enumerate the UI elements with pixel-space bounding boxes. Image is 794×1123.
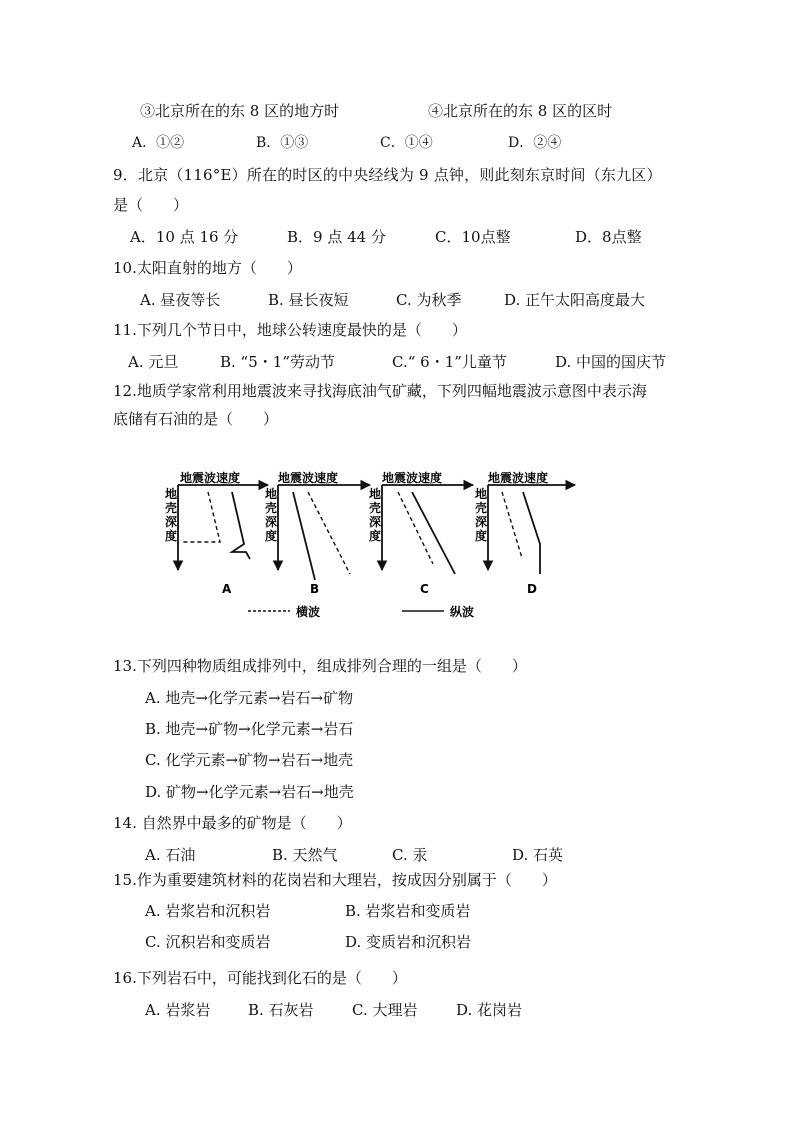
q13-option-b: B. 地壳→矿物→化学元素→岩石 [145, 720, 354, 738]
q9-option-c: C．10点整 [435, 228, 511, 246]
q9-option-a: A．10 点 16 分 [130, 228, 239, 246]
q16-option-c: C. 大理岩 [352, 1001, 418, 1019]
q13-option-c: C. 化学元素→矿物→岩石→地壳 [145, 751, 354, 769]
panel-b [265, 470, 370, 596]
q9-stem-cont: 是（ ） [113, 196, 189, 214]
y-axis-label-char: 地 [265, 487, 278, 501]
q8-option-c: C．①④ [380, 135, 433, 151]
panel-d [475, 470, 575, 596]
q16-option-b: B. 石灰岩 [248, 1001, 314, 1019]
s-wave-line [308, 492, 350, 574]
y-axis-label-char: 壳 [265, 501, 278, 515]
q13-option-d: D. 矿物→化学元素→岩石→地壳 [145, 783, 354, 801]
legend-p-wave: 纵波 [450, 605, 475, 619]
q11-stem: 11.下列几个节日中，地球公转速度最快的是（ ） [113, 321, 467, 339]
q10-option-d: D. 正午太阳高度最大 [504, 291, 646, 309]
q9-stem: 9．北京（116°E）所在的时区的中央经线为 9 点钟，则此刻东京时间（东九区） [113, 166, 662, 184]
q8-option-b: B．①③ [256, 135, 309, 151]
y-axis-label-char: 壳 [475, 501, 488, 515]
y-axis-label-char: 度 [475, 529, 488, 543]
panel-label-c: C [420, 582, 429, 596]
q8-item-3: ③北京所在的东 8 区的地方时 [140, 102, 340, 120]
x-axis-label: 地震波速度 [180, 471, 241, 485]
q8-option-d: D．②④ [508, 135, 562, 151]
q15-option-d: D. 变质岩和沉积岩 [345, 933, 472, 951]
y-axis-label-char: 深 [165, 515, 178, 529]
q13-stem: 13.下列四种物质组成排列中，组成排列合理的一组是（ ） [113, 657, 527, 675]
q14-option-d: D. 石英 [512, 846, 564, 864]
y-axis-label-char: 地 [165, 487, 178, 501]
y-axis-label-char: 度 [369, 529, 382, 543]
p-wave-line [523, 492, 540, 574]
x-axis-label: 地震波速度 [382, 471, 443, 485]
y-axis-label-char: 深 [369, 515, 382, 529]
q12-stem-cont: 底储有石油的是（ ） [113, 410, 279, 428]
panel-c [369, 470, 473, 596]
legend-s-wave: 横波 [296, 605, 321, 619]
y-axis-label-char: 度 [165, 529, 178, 543]
y-axis-label-char: 地 [369, 487, 382, 501]
q10-stem: 10.太阳直射的地方（ ） [113, 259, 302, 277]
p-wave-line [232, 492, 250, 559]
q16-option-a: A. 岩浆岩 [145, 1001, 211, 1019]
q15-stem: 15.作为重要建筑材料的花岗岩和大理岩，按成因分别属于（ ） [113, 871, 557, 889]
q16-stem: 16.下列岩石中，可能找到化石的是（ ） [113, 969, 407, 987]
q11-option-c: C.“ 6・1”儿童节 [392, 353, 507, 371]
q13-option-a: A. 地壳→化学元素→岩石→矿物 [145, 689, 354, 707]
q9-option-b: B．9 点 44 分 [287, 228, 386, 246]
panel-label-b: B [310, 582, 320, 596]
q14-option-b: B. 天然气 [272, 846, 338, 864]
s-wave-line [502, 492, 522, 558]
q15-option-a: A. 岩浆岩和沉积岩 [145, 902, 271, 920]
q16-option-d: D. 花岗岩 [456, 1001, 523, 1019]
y-axis-label-char: 壳 [165, 501, 178, 515]
q8-option-a: A．①② [132, 135, 185, 151]
p-wave-line [293, 492, 315, 580]
panel-label-a: A [222, 582, 232, 596]
panel-a [165, 470, 268, 596]
q11-option-d: D. 中国的国庆节 [555, 353, 667, 371]
q9-option-d: D．8点整 [575, 228, 642, 246]
q11-option-b: B. “5・1”劳动节 [220, 353, 335, 371]
y-axis-label-char: 度 [265, 529, 278, 543]
q8-item-4: ④北京所在的东 8 区的区时 [428, 102, 613, 120]
x-axis-label: 地震波速度 [488, 471, 549, 485]
q10-option-a: A. 昼夜等长 [140, 291, 221, 309]
y-axis-label-char: 深 [475, 515, 488, 529]
y-axis-label-char: 地 [475, 487, 488, 501]
q14-option-a: A. 石油 [145, 846, 196, 864]
s-wave-line [398, 492, 433, 564]
y-axis-label-char: 深 [265, 515, 278, 529]
q12-stem: 12.地质学家常利用地震波来寻找海底油气矿藏，下列四幅地震波示意图中表示海 [113, 382, 647, 400]
seismic-wave-figure [150, 462, 580, 624]
x-axis-label: 地震波速度 [278, 471, 339, 485]
q11-option-a: A. 元旦 [128, 353, 179, 371]
q10-option-c: C. 为秋季 [396, 291, 462, 309]
panel-label-d: D [527, 582, 537, 596]
y-axis-label-char: 壳 [369, 501, 382, 515]
q10-option-b: B. 昼长夜短 [268, 291, 349, 309]
s-wave-line [182, 492, 220, 542]
q14-option-c: C. 汞 [392, 846, 428, 864]
q15-option-b: B. 岩浆岩和变质岩 [345, 902, 471, 920]
q15-option-c: C. 沉积岩和变质岩 [145, 933, 271, 951]
legend [248, 604, 474, 619]
q14-stem: 14. 自然界中最多的矿物是（ ） [113, 814, 352, 832]
